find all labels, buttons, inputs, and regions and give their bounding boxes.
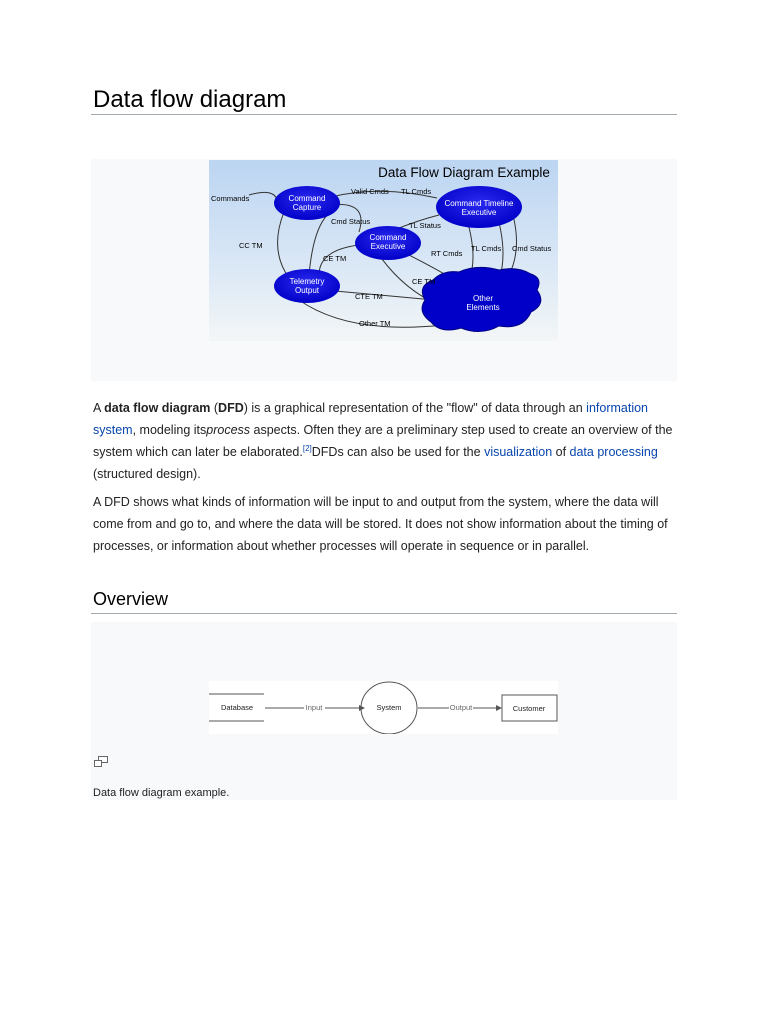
flow-label: TL Status — [409, 221, 441, 230]
node-database: Database — [220, 703, 254, 712]
italic-term: process — [206, 423, 251, 437]
node-label: Command — [369, 233, 407, 242]
link-visualization[interactable]: visualization — [484, 445, 553, 459]
flow-label: Cmd Status — [512, 244, 552, 253]
text-run: aspects. Often they are a preliminary step used to create an overview of the system which can later be elaborated. — [93, 423, 673, 459]
node-label: Output — [294, 286, 320, 295]
node-label: Command Timeline — [444, 199, 514, 208]
node-label: Executive — [461, 208, 497, 217]
magnify-icon[interactable] — [94, 756, 108, 767]
bold-abbr: DFD — [218, 401, 244, 415]
bold-term: data flow diagram — [104, 401, 211, 415]
flow-output: Output — [449, 703, 473, 712]
node-customer: Customer — [512, 704, 546, 713]
dfd-example-image[interactable] — [209, 160, 558, 341]
intro-paragraph — [93, 397, 673, 485]
flow-label: CTE TM — [355, 292, 383, 301]
reference-link[interactable]: [2] — [302, 443, 312, 453]
diagram-title: Data Flow Diagram Example — [378, 165, 550, 180]
node-label: Other — [472, 294, 494, 303]
overview-diagram — [209, 681, 558, 734]
flow-label: RT Cmds — [431, 249, 463, 258]
section-divider — [91, 613, 677, 614]
figure-caption: Data flow diagram example. — [93, 787, 230, 799]
flow-label: Valid Cmds — [351, 187, 389, 196]
text-run: ( — [210, 401, 219, 415]
dfd-description-paragraph: A DFD shows what kinds of information will be input to and output from the system, where the data will come from and go to, and where the data will be stored. It does not show information about the timing of processes, or information about whether processes will operate in sequence or in parallel. — [93, 495, 668, 553]
section-heading-overview: Overview — [93, 589, 169, 609]
figure-overview — [91, 622, 677, 800]
node-label: Capture — [292, 203, 322, 212]
text-run: ) is a graphical representation of the "flow" of data through an — [243, 401, 587, 415]
node-label: Command — [288, 194, 326, 203]
text-run: DFDs can also be used for the — [311, 445, 485, 459]
link-information-system[interactable]: information system — [93, 401, 649, 437]
flow-input: Input — [305, 703, 323, 712]
flow-label: Commands — [211, 194, 250, 203]
flow-label: Cmd Status — [331, 217, 371, 226]
text-run: (structured design). — [93, 467, 201, 481]
node-label: Telemetry — [289, 277, 325, 286]
flow-label: Other TM — [359, 319, 391, 328]
overview-diagram-image[interactable] — [209, 681, 558, 734]
flow-label: CC TM — [239, 241, 263, 250]
text-run: , modeling its — [132, 423, 207, 437]
flow-label: CE TM — [323, 254, 347, 263]
figure-dfd-example — [91, 159, 677, 381]
flow-label: TL Cmds — [471, 244, 502, 253]
text-run: of — [552, 445, 570, 459]
flow-label: CE TM — [412, 277, 436, 286]
text-run: A — [93, 401, 105, 415]
node-label: Elements — [466, 303, 500, 312]
node-label: Executive — [370, 242, 406, 251]
flow-label: TL Cmds — [401, 187, 432, 196]
link-data-processing[interactable]: data processing — [569, 445, 658, 459]
title-divider — [91, 114, 677, 115]
node-system: System — [376, 703, 402, 712]
page-title: Data flow diagram — [93, 86, 287, 113]
